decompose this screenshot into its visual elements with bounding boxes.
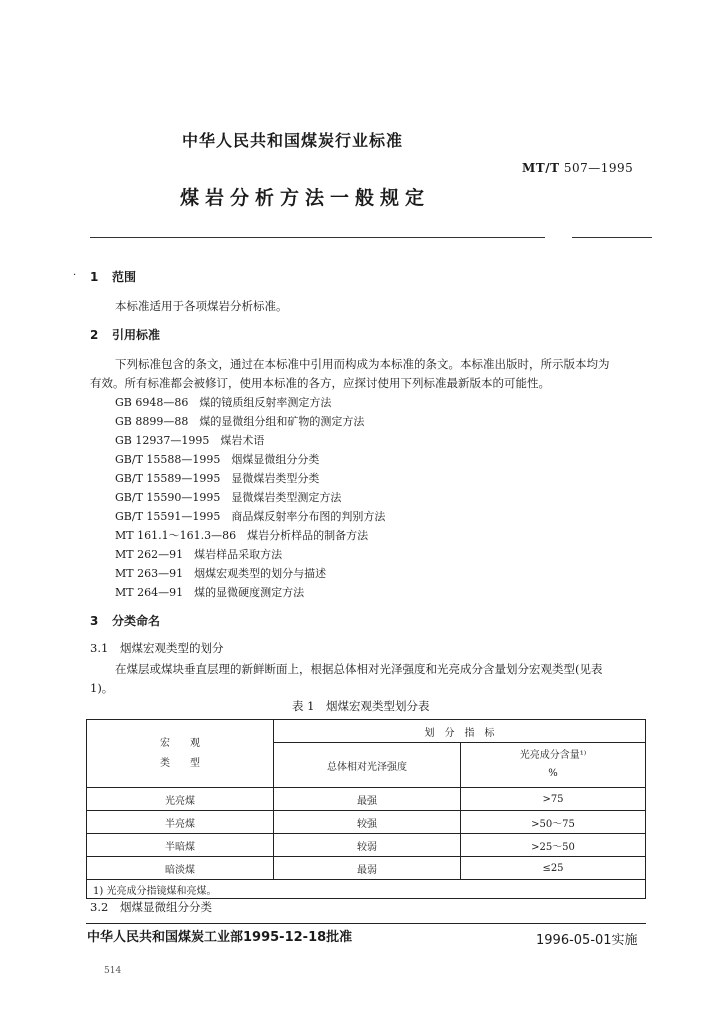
table-row bbox=[87, 857, 646, 880]
table-cell-content: >50～75 bbox=[461, 811, 646, 834]
section-2-number: 2 bbox=[90, 328, 99, 342]
section-1-heading bbox=[90, 268, 136, 285]
header-rule-right bbox=[572, 237, 652, 238]
footer-rule bbox=[86, 923, 646, 924]
table-footnote: 1) 光亮成分指镜煤和亮煤。 bbox=[87, 880, 646, 899]
table-header-gloss: 总体相对光泽强度 bbox=[274, 743, 461, 788]
table-cell-gloss: 最弱 bbox=[274, 857, 461, 880]
table-cell-gloss: 较强 bbox=[274, 811, 461, 834]
table-header-content-line-2: % bbox=[548, 768, 558, 779]
section-2-body-line-1: 下列标准包含的条文，通过在本标准中引用而构成为本标准的条文。本标准出版时，所示版本均为 bbox=[115, 357, 610, 371]
table-cell-gloss: 较弱 bbox=[274, 834, 461, 857]
table-header-type-line-2: 类 型 bbox=[160, 757, 200, 769]
reference-item: GB/T 15590—1995 显微煤岩类型测定方法 bbox=[115, 491, 342, 504]
section-3-1-title: 烟煤宏观类型的划分 bbox=[120, 641, 224, 655]
table-1 bbox=[86, 719, 646, 899]
table-cell-type: 半暗煤 bbox=[87, 834, 274, 857]
section-3-heading bbox=[90, 612, 160, 629]
table-cell-type: 光亮煤 bbox=[87, 788, 274, 811]
reference-item: GB/T 15591—1995 商品煤反射率分布图的判别方法 bbox=[115, 510, 386, 523]
section-3-2-title: 烟煤显微组分分类 bbox=[120, 900, 212, 914]
section-1-number: 1 bbox=[90, 270, 99, 284]
section-3-2-number: 3.2 bbox=[90, 900, 109, 914]
reference-item: GB 6948—86 煤的镜质组反射率测定方法 bbox=[115, 396, 332, 409]
reference-item: MT 263—91 烟煤宏观类型的划分与描述 bbox=[115, 567, 327, 580]
page-number: 514 bbox=[104, 966, 122, 976]
table-row bbox=[87, 834, 646, 857]
table-header-content-line-1: 光亮成分含量¹⁾ bbox=[519, 750, 587, 761]
table-cell-type: 半亮煤 bbox=[87, 811, 274, 834]
section-3-title: 分类命名 bbox=[112, 614, 161, 628]
section-3-number: 3 bbox=[90, 614, 99, 628]
section-3-1-number: 3.1 bbox=[90, 641, 109, 655]
section-1-title: 范围 bbox=[112, 270, 137, 284]
margin-mark: · bbox=[73, 270, 77, 281]
header-rule-left bbox=[90, 237, 545, 238]
reference-item: GB/T 15589—1995 显微煤岩类型分类 bbox=[115, 472, 320, 485]
table-cell-content: >25～50 bbox=[461, 834, 646, 857]
table-1-caption: 表 1 烟煤宏观类型划分表 bbox=[292, 699, 430, 713]
reference-item: GB 8899—88 煤的显微组分组和矿物的测定方法 bbox=[115, 415, 365, 428]
section-3-1-body-line-2: 1)。 bbox=[90, 681, 114, 695]
table-cell-content: ≤25 bbox=[461, 857, 646, 880]
table-row bbox=[87, 788, 646, 811]
issuing-organization: 中华人民共和国煤炭行业标准 bbox=[182, 131, 404, 150]
reference-item: MT 264—91 煤的显微硬度测定方法 bbox=[115, 586, 305, 599]
section-2-title: 引用标准 bbox=[112, 328, 161, 342]
table-cell-type: 暗淡煤 bbox=[87, 857, 274, 880]
table-header-content bbox=[461, 743, 646, 788]
section-2-body-line-2: 有效。所有标准都会被修订，使用本标准的各方，应探讨使用下列标准最新版本的可能性。 bbox=[90, 376, 550, 390]
table-header-type bbox=[87, 720, 274, 788]
reference-item: MT 161.1～161.3—86 煤岩分析样品的制备方法 bbox=[115, 529, 369, 542]
table-cell-gloss: 最强 bbox=[274, 788, 461, 811]
section-3-1-body-line-1: 在煤层或煤块垂直层理的新鲜断面上，根据总体相对光泽强度和光亮成分含量划分宏观类型(见表 bbox=[115, 662, 603, 676]
section-1-body: 本标准适用于各项煤岩分析标准。 bbox=[115, 299, 288, 313]
section-3-2-heading bbox=[90, 899, 212, 915]
table-row bbox=[87, 811, 646, 834]
section-3-1-heading bbox=[90, 640, 224, 656]
approval-line: 中华人民共和国煤炭工业部1995-12-18批准 bbox=[87, 930, 353, 945]
document-title: 煤岩分析方法一般规定 bbox=[180, 187, 431, 209]
standard-code-prefix: MT/T bbox=[522, 161, 560, 175]
standard-code-number: 507—1995 bbox=[563, 161, 634, 175]
reference-item: GB 12937—1995 煤岩术语 bbox=[115, 434, 265, 447]
section-2-heading bbox=[90, 326, 160, 343]
standard-code bbox=[522, 161, 633, 175]
implementation-date: 1996-05-01实施 bbox=[536, 933, 638, 948]
reference-item: MT 262—91 煤岩样品采取方法 bbox=[115, 548, 283, 561]
table-header-type-line-1: 宏 观 bbox=[160, 737, 200, 749]
reference-item: GB/T 15588—1995 烟煤显微组分分类 bbox=[115, 453, 320, 466]
table-header-index: 划 分 指 标 bbox=[274, 720, 646, 743]
table-cell-content: >75 bbox=[461, 788, 646, 811]
